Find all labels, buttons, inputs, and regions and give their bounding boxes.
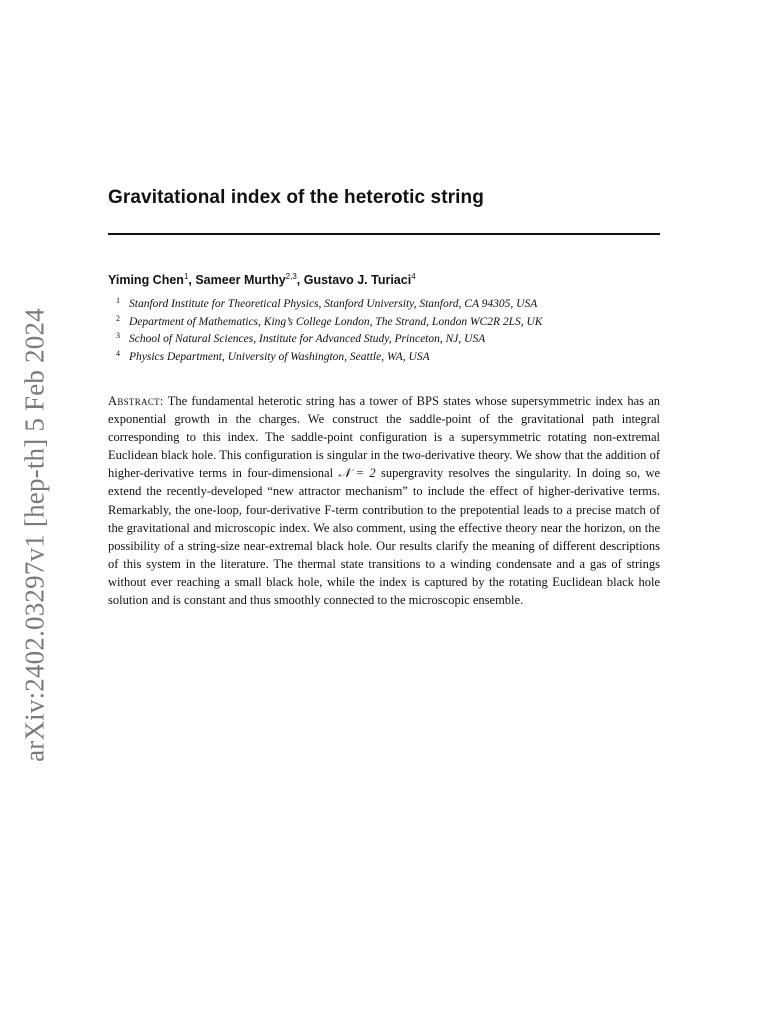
author-separator: , bbox=[296, 273, 304, 287]
abstract bbox=[108, 392, 660, 609]
abstract-text-part-1: The fundamental heterotic string has a tower of BPS states whose supersymmetric index has an exponential growth in the charges. We construct the saddle-point of the gravitational path integral corresponding to this index. The saddle-point configuration is a supersymmetric rotating non-extremal Euclidean black hole. This configuration is singular in the two-derivative theory. We show that the addition of higher-derivative terms in four-dimensional bbox=[108, 394, 660, 481]
author-name: Gustavo J. Turiaci bbox=[303, 273, 412, 287]
affiliation-mark: 3 bbox=[116, 331, 120, 340]
abstract-text-part-2: supergravity resolves the singularity. In doing so, we extend the recently-developed “new attractor mechanism” to include the effect of higher-derivative terms. Remarkably, the one-loop, four-derivative F-term contribution to the prepotential leads to a precise match of the gravitational and microscopic index. We also comment, using the effective theory near the horizon, on the possibility of a string-size near-extremal black hole. Our results clarify the meaning of different descriptions of this system in the literature. The thermal state transitions to a winding condensate and a gas of strings without ever reaching a small black hole, while the index is captured by the rotating Euclidean black hole solution and is constant and thus smoothly connected to the microscopic ensemble. bbox=[108, 466, 661, 608]
affiliation-mark: 1 bbox=[116, 296, 120, 305]
author-name: Yiming Chen bbox=[108, 273, 184, 287]
affiliation-mark: 2 bbox=[116, 313, 120, 323]
arxiv-identifier-stamp: arXiv:2402.03297v1 [hep-th] 5 Feb 2024 bbox=[19, 308, 50, 762]
affiliation-mark: 4 bbox=[116, 348, 120, 358]
affiliation-list bbox=[116, 296, 542, 366]
title-rule bbox=[108, 233, 660, 235]
author-separator: , bbox=[188, 273, 196, 287]
affiliation-item bbox=[116, 331, 542, 349]
author-affiliation-mark: 1 bbox=[183, 272, 189, 281]
author-affiliation-mark: 2,3 bbox=[285, 272, 297, 281]
affiliation-text: Department of Mathematics, King’s College London, The Strand, London WC2R 2LS, UK bbox=[129, 315, 543, 328]
affiliation-text: Physics Department, University of Washington, Seattle, WA, USA bbox=[129, 350, 430, 363]
affiliation-text: School of Natural Sciences, Institute for Advanced Study, Princeton, NJ, USA bbox=[129, 333, 486, 345]
author-name: Sameer Murthy bbox=[195, 273, 286, 287]
abstract-label: Abstract: bbox=[108, 394, 164, 408]
affiliation-item bbox=[116, 314, 542, 332]
affiliation-item bbox=[116, 349, 542, 367]
abstract-math-expression: 𝒩 = 2 bbox=[338, 466, 376, 481]
paper-title: Gravitational index of the heterotic string bbox=[108, 187, 484, 208]
author-affiliation-mark: 4 bbox=[411, 272, 416, 281]
author-list bbox=[108, 273, 416, 287]
affiliation-item bbox=[116, 296, 542, 314]
affiliation-text: Stanford Institute for Theoretical Physics, Stanford University, Stanford, CA 94305, USA bbox=[129, 298, 538, 310]
